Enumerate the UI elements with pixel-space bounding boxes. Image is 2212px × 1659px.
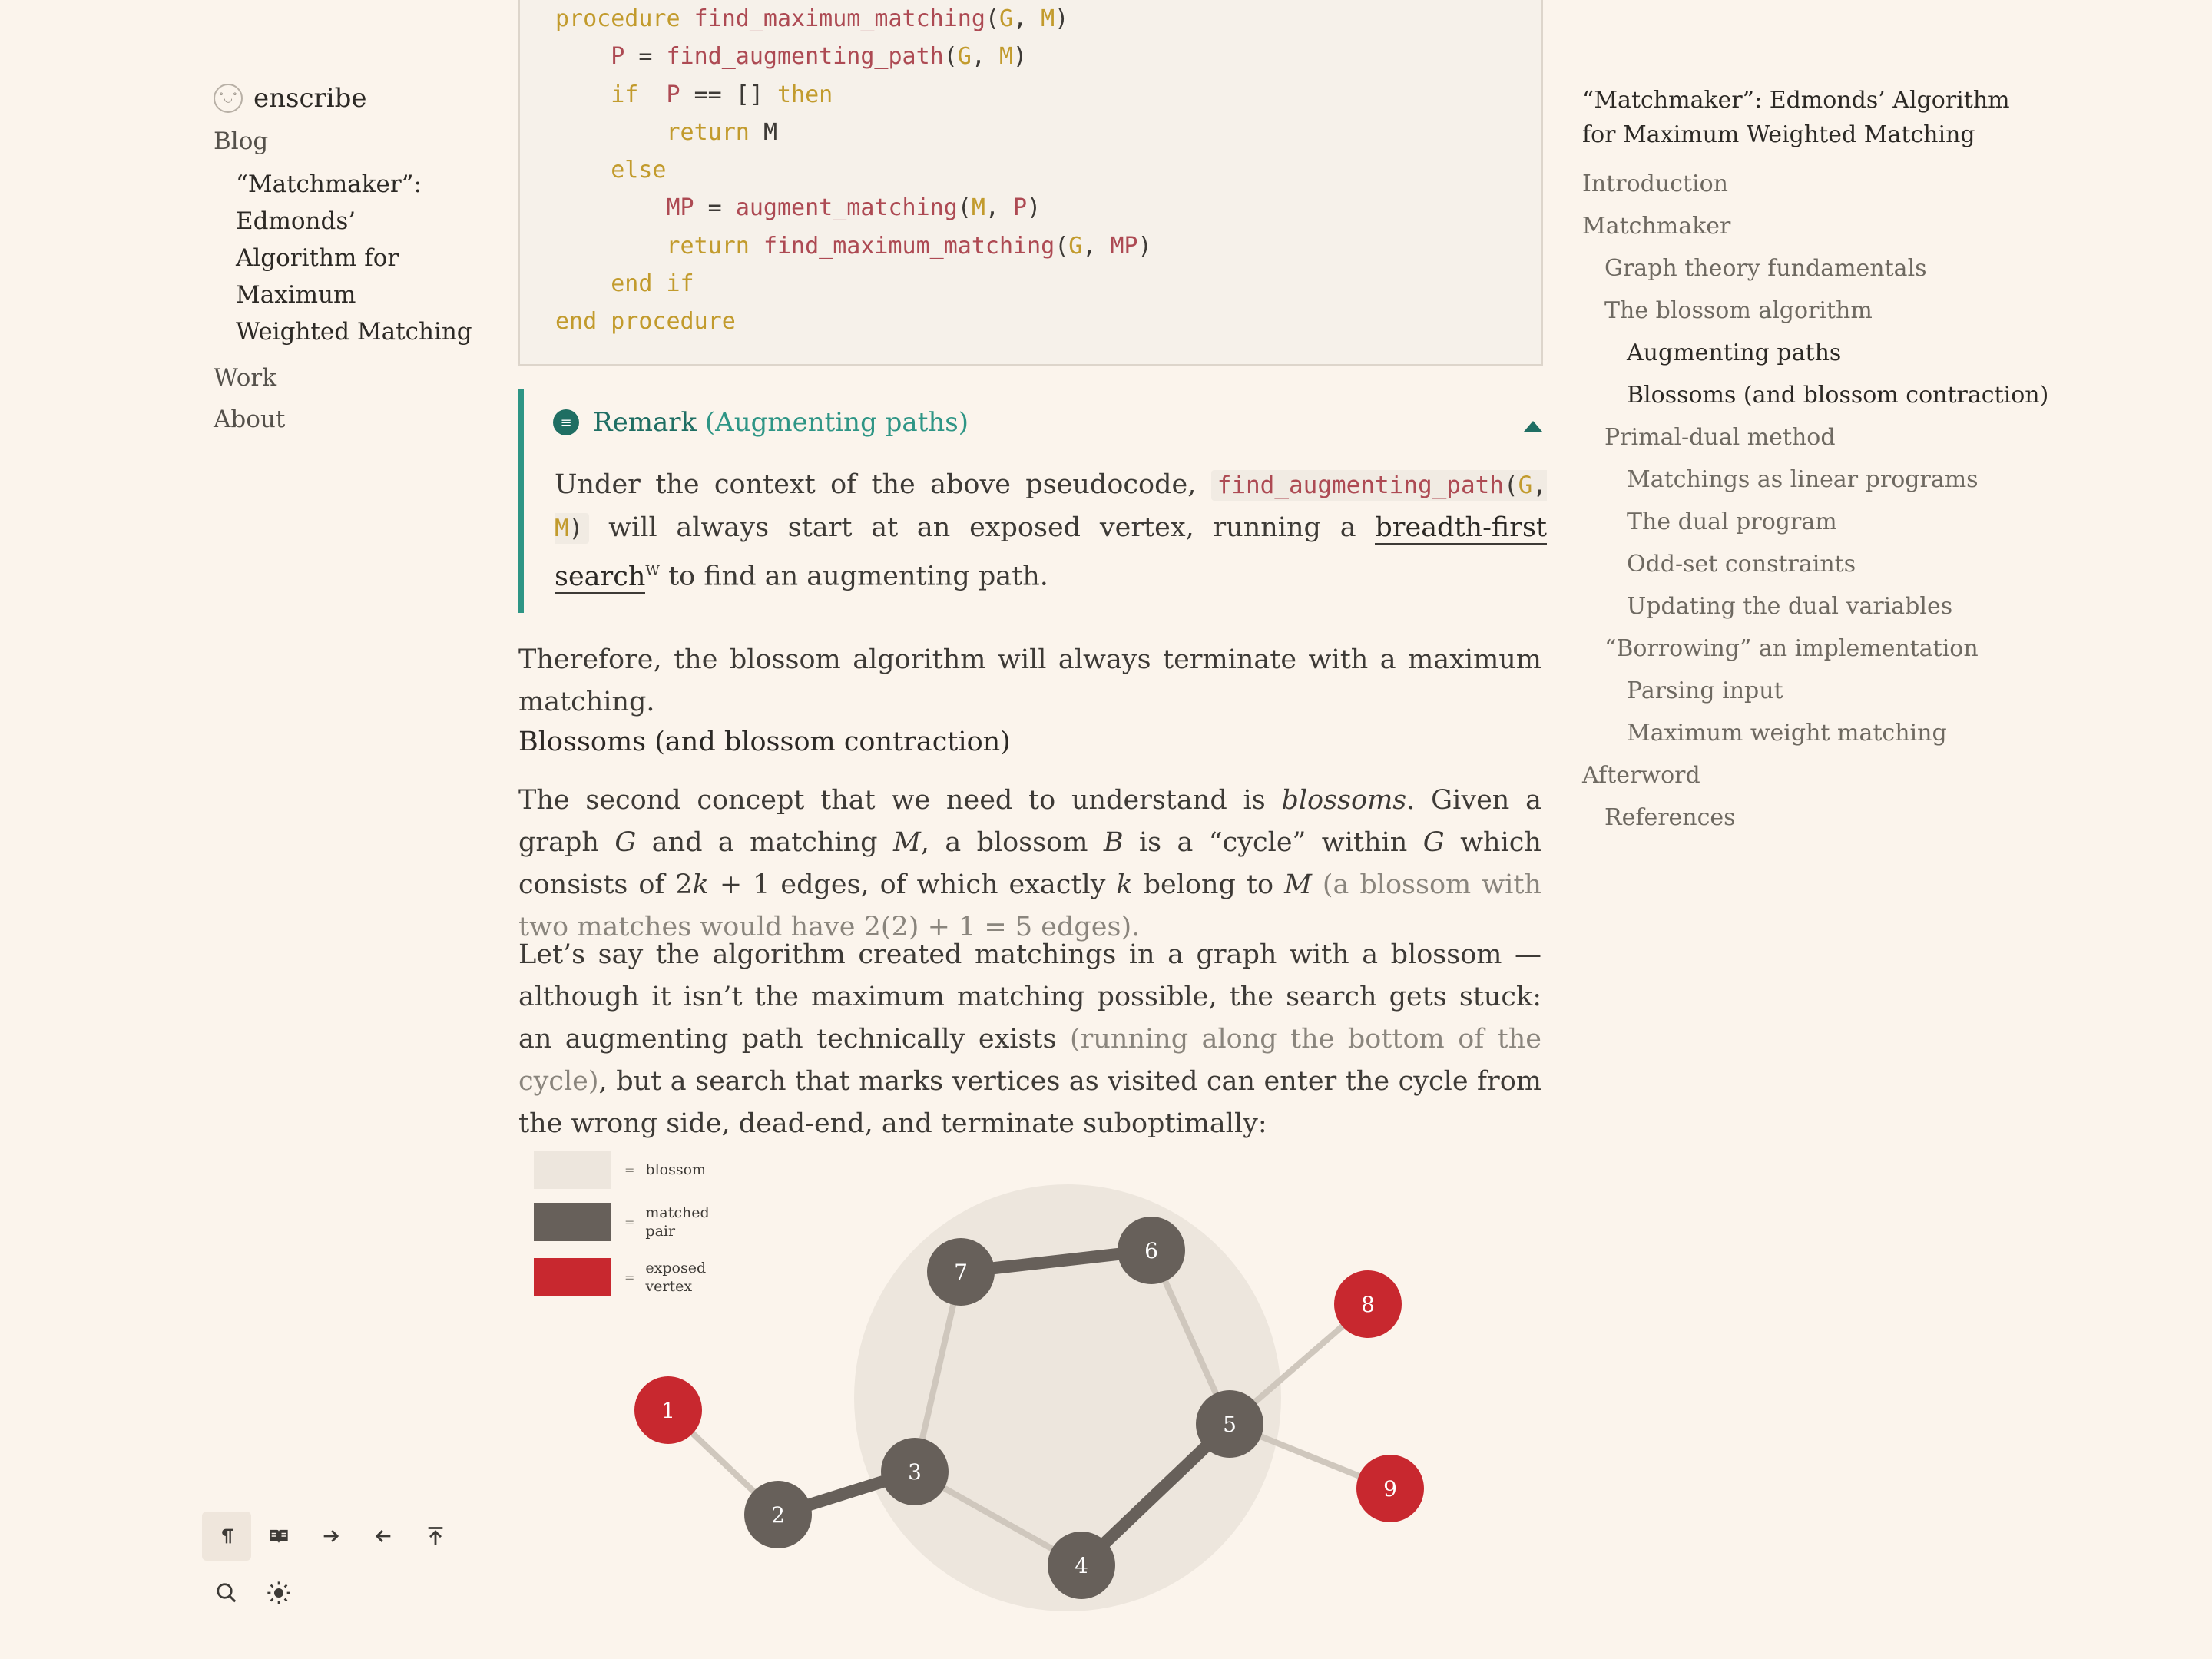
text-run: . Given a graph bbox=[518, 785, 1541, 858]
toc-item[interactable]: Afterword bbox=[1582, 762, 1700, 789]
code-arg: MP bbox=[1110, 232, 1138, 260]
code-arg: G bbox=[998, 5, 1014, 32]
vertex-7 bbox=[927, 1238, 995, 1306]
search-button[interactable] bbox=[202, 1568, 251, 1618]
sidebar-nav bbox=[214, 83, 475, 433]
code-arg: M bbox=[998, 43, 1014, 71]
math-var: M bbox=[1284, 869, 1312, 900]
toc-item[interactable]: Maximum weight matching bbox=[1627, 720, 1947, 747]
toc-item-active[interactable]: Blossoms (and blossom contraction) bbox=[1627, 382, 2049, 409]
text-run: The second concept that we need to understand is bbox=[518, 785, 1266, 816]
code-keyword: end if bbox=[611, 270, 694, 298]
toc-item[interactable]: Updating the dual variables bbox=[1627, 593, 1953, 620]
text-run: belong to bbox=[1143, 869, 1274, 900]
arrow-left-icon bbox=[373, 1525, 394, 1547]
remark-callout bbox=[518, 389, 1547, 613]
text-run: + 1 edges, of which exactly bbox=[719, 869, 1106, 900]
aside-text: (running along the bottom of the cycle) bbox=[518, 1024, 1542, 1097]
vertex-8 bbox=[1334, 1270, 1402, 1338]
code-keyword: end procedure bbox=[555, 308, 736, 336]
remark-body bbox=[555, 464, 1547, 598]
code-keyword: then bbox=[777, 81, 833, 108]
sun-icon bbox=[267, 1581, 291, 1605]
aside-text: (a blossom with two matches would have 2(2) + 1 = 5 edges). bbox=[518, 869, 1541, 942]
toc-item[interactable]: Primal-dual method bbox=[1604, 424, 1836, 451]
comment-icon: ≡ bbox=[553, 409, 579, 435]
code-arg: G bbox=[1518, 472, 1533, 499]
next-button[interactable] bbox=[306, 1512, 356, 1561]
text-run: , a blossom bbox=[920, 827, 1088, 858]
vertex-3 bbox=[881, 1438, 949, 1505]
text-run: and a matching bbox=[651, 827, 878, 858]
face-icon: ˚◡˚ bbox=[214, 84, 243, 113]
vertex-1 bbox=[634, 1376, 702, 1444]
toc-item[interactable]: References bbox=[1604, 804, 1736, 831]
code-arg: M bbox=[555, 515, 569, 542]
emphasis: blossoms bbox=[1281, 785, 1407, 816]
brand-name: enscribe bbox=[253, 83, 367, 114]
toc-item[interactable]: Matchings as linear programs bbox=[1627, 466, 1979, 493]
text-run: Let’s say the algorithm created matchings in a graph with a blossom — although it isn’t the maximum matching possible, the search gets stuck: an augmenting path technically exists bbox=[518, 939, 1541, 1055]
vertex-label: 6 bbox=[1144, 1238, 1158, 1263]
vertex-label: 8 bbox=[1361, 1292, 1375, 1317]
paragraph-button[interactable] bbox=[202, 1512, 251, 1561]
theme-toggle-button[interactable] bbox=[254, 1568, 303, 1618]
code-keyword: return bbox=[666, 118, 750, 146]
code-arg: M bbox=[1041, 5, 1055, 32]
paragraph-blossom bbox=[518, 780, 1541, 949]
vertex-5 bbox=[1196, 1390, 1263, 1458]
remark-text: to find an augmenting path. bbox=[668, 561, 1048, 592]
toc-item[interactable]: Parsing input bbox=[1627, 677, 1783, 704]
code-function: find_augmenting_path bbox=[666, 43, 944, 71]
remark-text: Under the context of the above pseudocode, bbox=[555, 469, 1197, 500]
legend-label: exposed vertex bbox=[645, 1260, 707, 1295]
legend-label: matched pair bbox=[645, 1204, 710, 1240]
math-var: k bbox=[692, 869, 709, 900]
previous-button[interactable] bbox=[359, 1512, 408, 1561]
vertex-6 bbox=[1118, 1217, 1185, 1284]
toc-title[interactable]: “Matchmaker”: Edmonds’ Algorithm for Maximum Weighted Matching bbox=[1582, 87, 2010, 148]
math-var: B bbox=[1103, 827, 1124, 858]
paragraph-stuck bbox=[518, 934, 1541, 1145]
section-heading: Blossoms (and blossom contraction) bbox=[518, 727, 1011, 757]
vertex-label: 3 bbox=[908, 1459, 922, 1485]
arrow-right-icon bbox=[320, 1525, 342, 1547]
code-operator: == [] bbox=[694, 81, 763, 108]
search-icon bbox=[215, 1581, 238, 1604]
vertex-2 bbox=[744, 1481, 812, 1548]
math-var: G bbox=[614, 827, 637, 858]
code-var: MP bbox=[666, 194, 694, 222]
code-keyword: if bbox=[611, 81, 639, 108]
sidebar-item-about[interactable]: About bbox=[214, 406, 286, 433]
scroll-top-icon bbox=[425, 1525, 446, 1547]
code-arg: P bbox=[1013, 194, 1028, 222]
code-arg: G bbox=[1068, 232, 1083, 260]
text-run: is a “cycle” within bbox=[1138, 827, 1408, 858]
legend-equals: = bbox=[624, 1214, 635, 1230]
remark-text: will always start at an exposed vertex, running a bbox=[608, 512, 1356, 543]
vertex-4 bbox=[1048, 1532, 1115, 1599]
vertex-label: 9 bbox=[1383, 1476, 1397, 1502]
toc-item-active[interactable]: Augmenting paths bbox=[1627, 339, 1842, 366]
pseudocode-block bbox=[518, 0, 1543, 366]
code-arg: G bbox=[957, 43, 972, 71]
toc-item[interactable]: The dual program bbox=[1627, 508, 1837, 535]
remark-subtitle: (Augmenting paths) bbox=[704, 407, 969, 438]
sidebar-current-post[interactable]: “Matchmaker”: Edmonds’ Algorithm for Maximum Weighted Matching bbox=[236, 171, 472, 346]
scroll-top-button[interactable] bbox=[411, 1512, 460, 1561]
code-var: M bbox=[763, 118, 777, 146]
reader-mode-button[interactable] bbox=[254, 1512, 303, 1561]
toc-item[interactable]: The blossom algorithm bbox=[1604, 297, 1873, 324]
code-function: augment_matching bbox=[735, 194, 958, 222]
inline-code: find_augmenting_path(G, M) bbox=[555, 472, 1547, 542]
bfs-link[interactable]: breadth-first search bbox=[555, 512, 1547, 592]
sidebar-item-work[interactable]: Work bbox=[214, 364, 277, 392]
legend-equals: = bbox=[624, 1270, 635, 1285]
paragraph-icon bbox=[216, 1525, 237, 1547]
code-function: find_maximum_matching bbox=[763, 232, 1055, 260]
pseudocode-lines: procedure find_maximum_matching(G, M) P = find_augmenting_path(G, M) if P == [] then return M else MP = augment_matching(M, P) return find_maximum_matching(G, MP) end if end procedure bbox=[555, 5, 1152, 336]
vertex-label: 2 bbox=[771, 1502, 785, 1528]
code-function: find_augmenting_path bbox=[1217, 472, 1504, 499]
vertex-9 bbox=[1356, 1455, 1424, 1522]
code-keyword: procedure bbox=[555, 5, 680, 32]
math-var: k bbox=[1116, 869, 1133, 900]
table-of-contents bbox=[1582, 83, 2049, 839]
remark-title: Remark bbox=[593, 407, 697, 438]
code-arg: M bbox=[971, 194, 985, 222]
toc-item[interactable]: Introduction bbox=[1582, 171, 1728, 197]
code-keyword: return bbox=[666, 232, 750, 260]
sidebar-item-blog[interactable]: Blog bbox=[214, 127, 269, 155]
math-var: G bbox=[1422, 827, 1445, 858]
reader-toolbar bbox=[202, 1512, 460, 1561]
vertex-label: 7 bbox=[954, 1260, 968, 1285]
wikipedia-marker: W bbox=[645, 563, 660, 579]
legend-label: blossom bbox=[645, 1161, 707, 1178]
remark-header[interactable] bbox=[553, 407, 969, 438]
collapse-chevron-icon[interactable] bbox=[1524, 421, 1542, 432]
code-var: P bbox=[666, 81, 680, 108]
legend-equals: = bbox=[624, 1162, 635, 1177]
reader-toolbar-2 bbox=[202, 1568, 303, 1618]
vertex-label: 4 bbox=[1075, 1553, 1088, 1578]
text-run: which consists of 2 bbox=[518, 827, 1541, 900]
code-keyword: else bbox=[611, 157, 667, 184]
math-var: M bbox=[892, 827, 921, 858]
toc-item[interactable]: “Borrowing” an implementation bbox=[1604, 635, 1979, 662]
code-var: P bbox=[611, 43, 625, 71]
blossom-figure bbox=[522, 1137, 1536, 1644]
text-run: , but a search that marks vertices as visited can enter the cycle from the wrong side, dead-end, and terminate suboptimally: bbox=[518, 1066, 1541, 1139]
code-function: find_maximum_matching bbox=[694, 5, 985, 32]
vertex-label: 5 bbox=[1223, 1412, 1237, 1437]
toc-item[interactable]: Graph theory fundamentals bbox=[1604, 255, 1927, 282]
reader-icon bbox=[267, 1525, 290, 1547]
paragraph-terminate: Therefore, the blossom algorithm will always terminate with a maximum matching. bbox=[518, 644, 1541, 717]
brand-link[interactable] bbox=[214, 83, 475, 114]
graph-svg bbox=[522, 1137, 1536, 1644]
toc-item[interactable]: Odd-set constraints bbox=[1627, 551, 1856, 578]
vertex-label: 1 bbox=[661, 1398, 675, 1423]
toc-item[interactable]: Matchmaker bbox=[1582, 213, 1731, 240]
